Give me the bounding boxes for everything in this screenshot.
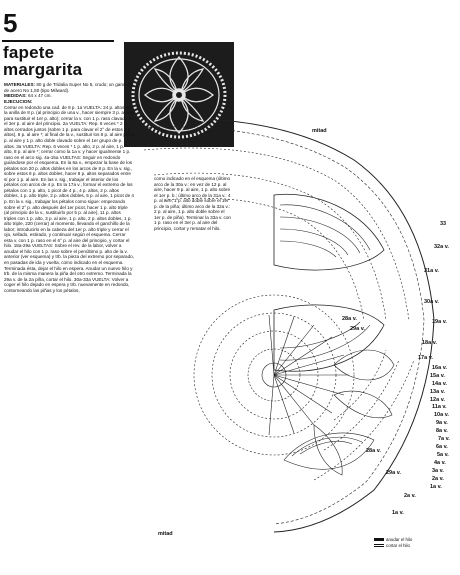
chart-legend	[374, 537, 412, 548]
execution-label: EJECUCION:	[4, 98, 33, 104]
row-label-12: 12a v.	[430, 397, 445, 403]
row-label-15: 15a v.	[430, 373, 445, 379]
instructions-paragraph-1: Cerrar en redondo una cad. de 8 p. 1a VUELTA: 24 p. altos en la anilla de 8 p. (al principio de una v., hacer siempre 3 p. al aire para sustituir el 1er p. alto); cerrar la v. con 1 p. raso clavado en el 3er p. al aire del principio. 2a VUELTA: Rep. 6 veces * 2 p. altos cerrados juntos (sobre 1 p. para clavar el 2° de estos 2 p. altos), 8 p. al aire *; al final de la v., sustituir los 8 p. al aire por 4 p. al aire y 1 p. alto doble clavado sobre el 1er grupo de p. altos. 3a VUELTA: Rep. 6 veces * 1 p. alto, 2 p. al aire, 1 p. alto, 8 p. al aire *; cerrar como la 1a v. y hacer igualmente 1 p. raso en el arco sig. 4a-15a VUELTAS: Seguir en redondo guiándose por el esquema. En la 6a v., empezar la base de los pétalos son 20 p. altos dobles en los arcos de 8 p. En la v. sig., sobre estos 8 p. altos dobles, hacer 8 p. altos separados entre sí por 1 p. al aire. En las v. sig., trabajar el interior de los pétalos con arcos de 4 p. En la 17a v., formar el extremo de los pétalos con 1 p. alto, 1 picot de 4 p., 4 p. altos, 2 p. altos dobles, 1 p. alto triple, 2 p. altos dobles, 5 p. al aire, 1 picot de 4 p. En la v. sig., trabajar los pétalos como sigue: empezando sobre el 2° p. alto después del 1er picot, hacer 1 p. alto triple (al principio de la v., sustituirlo por 5 p. al aire), 11 p. altos triples con 1 p. alto, 3 p. al aire, 1 p. alto, 2 p. altos dobles, 1 p. alto triple, 220 (cerrar) al momento, llevando el ganchillo de la labor; introducirlo en la cabeza del 1er p. alto triple y cerrar el ojo, sellado, estirado, y continuar según el esquema. Cerrar esta v. con 1 p. raso en el 6° p. al aire del principio, y cortar el hilo. 18a-29a VUELTAS: Sobre el rev. de la labor, volver a anudar el hilo con 1 p. raso sobre el penúltimo p. alto de la v. anterior (ver esquema) y trb. la pieza del extremo por separado, en pasadas de ida y vuelta, como indicado en el esquema. Terminada ésta, dejar el hilo en espera. Anudar un nuevo hilo y trb. de la misma manera la piña del otro extremo. Terminada la 29a v. de la 2a piña, cortar el hilo. 30a-33a VUELTA: Volver a coger el hilo dejado en espera y trb. nuevamente en redondo, contorneando las piñas y los pétalos,	[4, 104, 134, 293]
side-row-28: 28a v.	[342, 316, 357, 322]
row-label-33: 33	[440, 221, 447, 227]
lower-row-2: 2a v.	[404, 493, 416, 499]
chart-rounds	[144, 148, 414, 480]
instructions-column	[4, 82, 134, 293]
row-label-3: 3a v.	[432, 468, 444, 474]
pineapple-upper	[274, 194, 384, 270]
pattern-number: 5	[3, 8, 18, 38]
row-label-9: 9a v.	[436, 420, 448, 426]
tie-yarn-icon	[374, 538, 384, 541]
row-label-2: 2a v.	[432, 476, 444, 482]
row-label-30: 30a v.	[424, 299, 439, 305]
crochet-chart	[124, 120, 460, 540]
side-row-29: 29a v.	[350, 326, 365, 332]
materials-label: MATERIALES:	[4, 82, 36, 87]
row-label-11: 11a v.	[432, 404, 447, 410]
row-label-31: 31a v.	[424, 268, 439, 274]
title-rule	[2, 40, 114, 42]
materials-line	[4, 82, 134, 93]
row-label-7: 7a v.	[438, 436, 450, 442]
lower-row-29: 29a v.	[386, 470, 401, 476]
row-label-32: 32a v.	[434, 244, 449, 250]
measures-label: MEDIDAS:	[4, 93, 27, 99]
cut-yarn-icon	[374, 544, 384, 547]
execution-line	[4, 99, 134, 105]
row-label-16: 16a v.	[432, 365, 447, 371]
row-label-19: 19a v.	[432, 319, 447, 325]
row-label-8: 8a v.	[436, 428, 448, 434]
lower-row-1: 1a v.	[392, 510, 404, 516]
petal-fan	[194, 295, 394, 475]
pattern-title: fapete margarita	[3, 43, 83, 79]
label-mitad-top: mitad	[312, 128, 327, 134]
row-label-14: 14a v.	[432, 381, 447, 387]
row-label-18: 18a v.	[422, 340, 437, 346]
lower-row-28: 28a v.	[366, 448, 381, 454]
row-label-13: 13a v.	[430, 389, 445, 395]
row-label-17: 17a v.	[418, 355, 433, 361]
instructions-paragraph-2: como indicado en el esquema (último arco de la 30a v.: en vez de 12 p. al aire, hacer 9 p. al aire, 1 p. alto sobre el 1er p. b.; último arco de la 31a v.: 4 p. al aire, 1 p. alto doble sobre el 1er p. de la piña; último arco de la 32a v.: 2 p. al aire, 1 p. alto doble sobre el 1er p. de piña). Terminar la 33a v. con 1 p. raso en el 3er p. al aire del principio, cortar y rematar el hilo.	[154, 176, 231, 231]
row-label-4: 4a v.	[434, 460, 446, 466]
measures-text: 64 x 47 cm.	[28, 93, 52, 99]
legend-item-cut	[374, 543, 412, 549]
materials-text: 80 g de Tridalia Super No 5, crudo; un ganchillo de acero No 1,50 (tipo Milward).	[4, 82, 134, 93]
row-label-6: 6a v.	[436, 444, 448, 450]
row-label-5: 5a v.	[437, 452, 449, 458]
legend-label-cut: cortar el hilo	[386, 542, 410, 548]
row-label-1: 1a v.	[430, 484, 442, 490]
label-mitad-bottom: mitad	[158, 531, 173, 537]
chart-outer-border-2	[132, 127, 424, 524]
legend-label-tie: anudar el hilo	[386, 537, 413, 542]
row-label-10: 10a v.	[434, 412, 449, 418]
